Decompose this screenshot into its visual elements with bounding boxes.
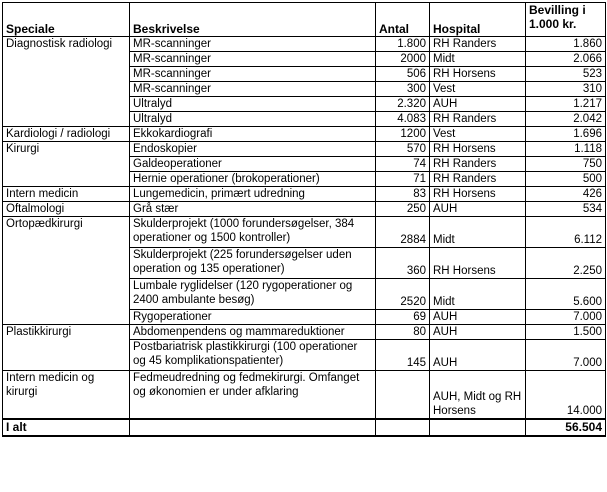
beskrivelse-cell: Galdeoperationer — [130, 157, 376, 172]
antal-cell: 2.320 — [376, 97, 430, 112]
antal-cell: 145 — [376, 340, 430, 371]
antal-cell: 2520 — [376, 279, 430, 310]
table-row — [3, 142, 606, 157]
beskrivelse-cell: Postbariatrisk plastikkirurgi (100 operationer og 45 komplikationspatienter) — [130, 340, 376, 371]
speciale-cell: Ortopædkirurgi — [3, 217, 130, 325]
header-bevilling-line2: 1.000 kr. — [529, 17, 577, 31]
bevilling-cell: 1.118 — [526, 142, 606, 157]
bevilling-cell: 2.042 — [526, 112, 606, 127]
bevilling-cell: 1.500 — [526, 325, 606, 340]
hospital-cell: RH Randers — [430, 112, 526, 127]
bevilling-cell: 1.860 — [526, 37, 606, 52]
hospital-cell: AUH — [430, 325, 526, 340]
total-empty-hospital — [430, 419, 526, 436]
bevilling-cell: 2.066 — [526, 52, 606, 67]
header-bevilling — [526, 3, 606, 37]
hospital-cell: AUH — [430, 97, 526, 112]
antal-cell: 74 — [376, 157, 430, 172]
antal-cell: 1200 — [376, 127, 430, 142]
bevilling-cell: 750 — [526, 157, 606, 172]
antal-cell: 2884 — [376, 217, 430, 248]
table-row — [3, 217, 606, 248]
antal-cell — [376, 371, 430, 420]
table-row — [3, 127, 606, 142]
table-row — [3, 37, 606, 52]
bevilling-cell: 2.250 — [526, 248, 606, 279]
header-bevilling-line1: Bevilling i — [529, 3, 586, 17]
speciale-cell: Oftalmologi — [3, 202, 130, 217]
hospital-cell: Midt — [430, 52, 526, 67]
antal-cell: 570 — [376, 142, 430, 157]
antal-cell: 300 — [376, 82, 430, 97]
beskrivelse-cell: Skulderprojekt (225 forundersøgelser uden operation og 135 operationer) — [130, 248, 376, 279]
hospital-cell: RH Horsens — [430, 248, 526, 279]
hospital-cell: Vest — [430, 127, 526, 142]
table-row — [3, 187, 606, 202]
hospital-cell: Midt — [430, 217, 526, 248]
bevilling-cell: 426 — [526, 187, 606, 202]
table-row — [3, 202, 606, 217]
header-antal: Antal — [376, 3, 430, 37]
speciale-cell: Diagnostisk radiologi — [3, 37, 130, 127]
total-empty-antal — [376, 419, 430, 436]
beskrivelse-cell: Ultralyd — [130, 97, 376, 112]
beskrivelse-cell: Lungemedicin, primært udredning — [130, 187, 376, 202]
hospital-cell: RH Randers — [430, 157, 526, 172]
budget-table — [2, 2, 606, 437]
hospital-cell: RH Horsens — [430, 67, 526, 82]
bevilling-cell: 310 — [526, 82, 606, 97]
bevilling-cell: 5.600 — [526, 279, 606, 310]
hospital-cell: RH Randers — [430, 172, 526, 187]
antal-cell: 2000 — [376, 52, 430, 67]
bevilling-cell: 1.696 — [526, 127, 606, 142]
beskrivelse-cell: MR-scanninger — [130, 82, 376, 97]
speciale-cell: Kardiologi / radiologi — [3, 127, 130, 142]
total-label: I alt — [3, 419, 130, 436]
table-row — [3, 371, 606, 420]
antal-cell: 4.083 — [376, 112, 430, 127]
bevilling-cell: 14.000 — [526, 371, 606, 420]
hospital-cell: AUH — [430, 310, 526, 325]
hospital-cell: AUH — [430, 340, 526, 371]
bevilling-cell: 523 — [526, 67, 606, 82]
beskrivelse-cell: Endoskopier — [130, 142, 376, 157]
antal-cell: 250 — [376, 202, 430, 217]
bevilling-cell: 7.000 — [526, 310, 606, 325]
antal-cell: 83 — [376, 187, 430, 202]
bevilling-cell: 534 — [526, 202, 606, 217]
total-bevilling: 56.504 — [526, 419, 606, 436]
total-row — [3, 419, 606, 436]
hospital-cell: AUH — [430, 202, 526, 217]
bevilling-cell: 6.112 — [526, 217, 606, 248]
speciale-cell: Kirurgi — [3, 142, 130, 187]
beskrivelse-cell: Ultralyd — [130, 112, 376, 127]
speciale-cell: Intern medicin — [3, 187, 130, 202]
beskrivelse-cell: Lumbale ryglidelser (120 rygoperationer og 2400 ambulante besøg) — [130, 279, 376, 310]
beskrivelse-cell: Abdomenpendens og mammareduktioner — [130, 325, 376, 340]
hospital-cell: Midt — [430, 279, 526, 310]
hospital-cell: RH Randers — [430, 37, 526, 52]
hospital-cell: AUH, Midt og RH Horsens — [430, 371, 526, 420]
header-hospital: Hospital — [430, 3, 526, 37]
beskrivelse-cell: Ekkokardiografi — [130, 127, 376, 142]
beskrivelse-cell: Skulderprojekt (1000 forundersøgelser, 384 operationer og 1500 kontroller) — [130, 217, 376, 248]
antal-cell: 506 — [376, 67, 430, 82]
antal-cell: 71 — [376, 172, 430, 187]
beskrivelse-cell: Grå stær — [130, 202, 376, 217]
hospital-cell: RH Horsens — [430, 142, 526, 157]
hospital-cell: Vest — [430, 82, 526, 97]
bevilling-cell: 1.217 — [526, 97, 606, 112]
antal-cell: 360 — [376, 248, 430, 279]
header-beskrivelse: Beskrivelse — [130, 3, 376, 37]
antal-cell: 80 — [376, 325, 430, 340]
header-row — [3, 3, 606, 37]
antal-cell: 1.800 — [376, 37, 430, 52]
hospital-cell: RH Horsens — [430, 187, 526, 202]
beskrivelse-cell: Rygoperationer — [130, 310, 376, 325]
total-empty-beskrivelse — [130, 419, 376, 436]
header-speciale: Speciale — [3, 3, 130, 37]
bevilling-cell: 7.000 — [526, 340, 606, 371]
beskrivelse-cell: Hernie operationer (brokoperationer) — [130, 172, 376, 187]
beskrivelse-cell: MR-scanninger — [130, 52, 376, 67]
table-row — [3, 325, 606, 340]
beskrivelse-cell: MR-scanninger — [130, 37, 376, 52]
speciale-cell: Plastikkirurgi — [3, 325, 130, 371]
speciale-cell: Intern medicin og kirurgi — [3, 371, 130, 420]
beskrivelse-cell: MR-scanninger — [130, 67, 376, 82]
bevilling-cell: 500 — [526, 172, 606, 187]
beskrivelse-cell: Fedmeudredning og fedmekirurgi. Omfanget og økonomien er under afklaring — [130, 371, 376, 420]
antal-cell: 69 — [376, 310, 430, 325]
